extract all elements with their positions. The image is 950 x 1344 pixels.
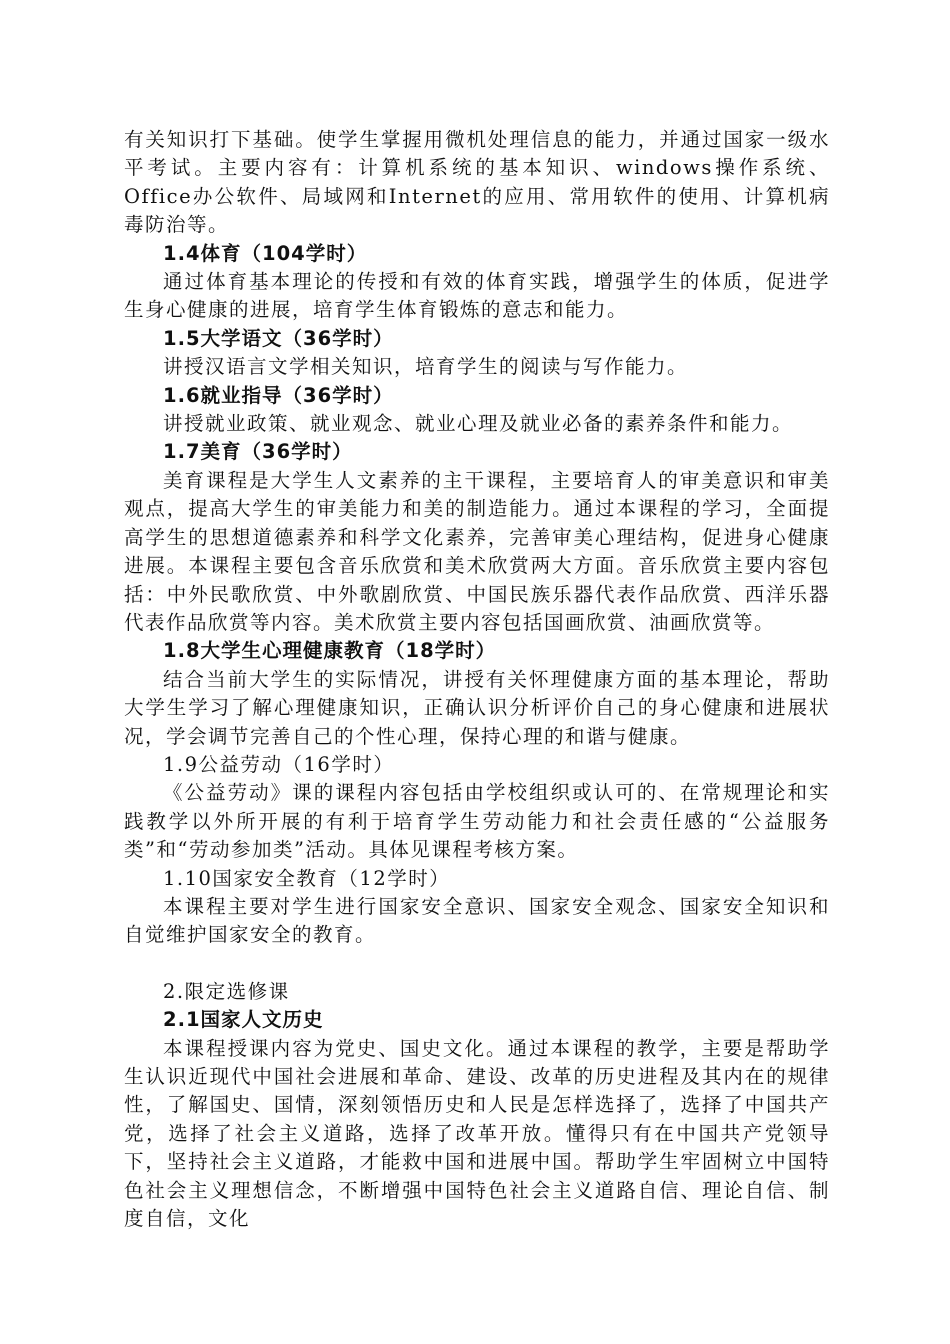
body-paragraph: 结合当前大学生的实际情况，讲授有关怀理健康方面的基本理论，帮助大学生学习了解心理健康知识，正确认识分析评价自己的身心健康和进展状况，学会调节完善自己的个性心理，保持心理的和谐与健康。 — [124, 667, 830, 748]
paragraph-gap — [124, 950, 830, 978]
body-paragraph: 《公益劳动》课的课程内容包括由学校组织或认可的、在常规理论和实践教学以外所开展的有利于培育学生劳动能力和社会责任感的“公益服务类”和“劳动参加类”活动。具体见课程考核方案。 — [124, 781, 830, 862]
body-paragraph: 本课程授课内容为党史、国史文化。通过本课程的教学，主要是帮助学生认识近现代中国社会进展和革命、建设、改革的历史进程及其内在的规律性，了解国史、国情，深刻领悟历史和人民是怎样选择了，选择了中国共产党，选择了社会主义道路，选择了改革开放。懂得只有在中国共产党领导下，坚持社会主义道路，才能救中国和进展中国。帮助学生牢固树立中国特色社会主义理想信念，不断增强中国特色社会主义道路自信、理论自信、制度自信，文化 — [124, 1036, 830, 1231]
body-paragraph: 通过体育基本理论的传授和有效的体育实践，增强学生的体质，促进学生身心健康的进展，培育学生体育锻炼的意志和能力。 — [124, 270, 830, 322]
body-paragraph: 讲授汉语言文学相关知识，培育学生的阅读与写作能力。 — [163, 355, 689, 379]
section-heading: 1.8大学生心理健康教育（18学时） — [163, 639, 497, 663]
section-heading: 1.9公益劳动（16学时） — [163, 752, 395, 776]
section-heading: 2.限定选修课 — [163, 979, 290, 1003]
document-body — [124, 126, 830, 1233]
body-paragraph: 美育课程是大学生人文素养的主干课程，主要培育人的审美意识和审美观点，提高大学生的审美能力和美的制造能力。通过本课程的学习，全面提高学生的思想道德素养和科学文化素养，完善审美心理结构，促进身心健康进展。本课程主要包含音乐欣赏和美术欣赏两大方面。音乐欣赏主要内容包括：中外民歌欣赏、中外歌剧欣赏、中国民族乐器代表作品欣赏、西洋乐器代表作品欣赏等内容。美术欣赏主要内容包括国画欣赏、油画欣赏等。 — [124, 468, 830, 634]
body-paragraph: 本课程主要对学生进行国家安全意识、国家安全观念、国家安全知识和自觉维护国家安全的教育。 — [124, 894, 830, 947]
section-heading: 2.1国家人文历史 — [163, 1008, 324, 1032]
body-paragraph: 有关知识打下基础。使学生掌握用微机处理信息的能力，并通过国家一级水平考试。主要内容有：计算机系统的基本知识、windows操作系统、Office办公软件、局域网和Internet的应用、常用软件的使用、计算机病毒防治等。 — [124, 128, 830, 237]
section-heading: 1.10国家安全教育（12学时） — [163, 866, 451, 890]
body-paragraph: 讲授就业政策、就业观念、就业心理及就业必备的素养条件和能力。 — [163, 412, 794, 436]
section-heading: 1.6就业指导（36学时） — [163, 383, 394, 407]
section-heading: 1.7美育（36学时） — [163, 440, 353, 464]
section-heading: 1.4体育（104学时） — [163, 241, 368, 265]
section-heading: 1.5大学语文（36学时） — [163, 326, 394, 350]
